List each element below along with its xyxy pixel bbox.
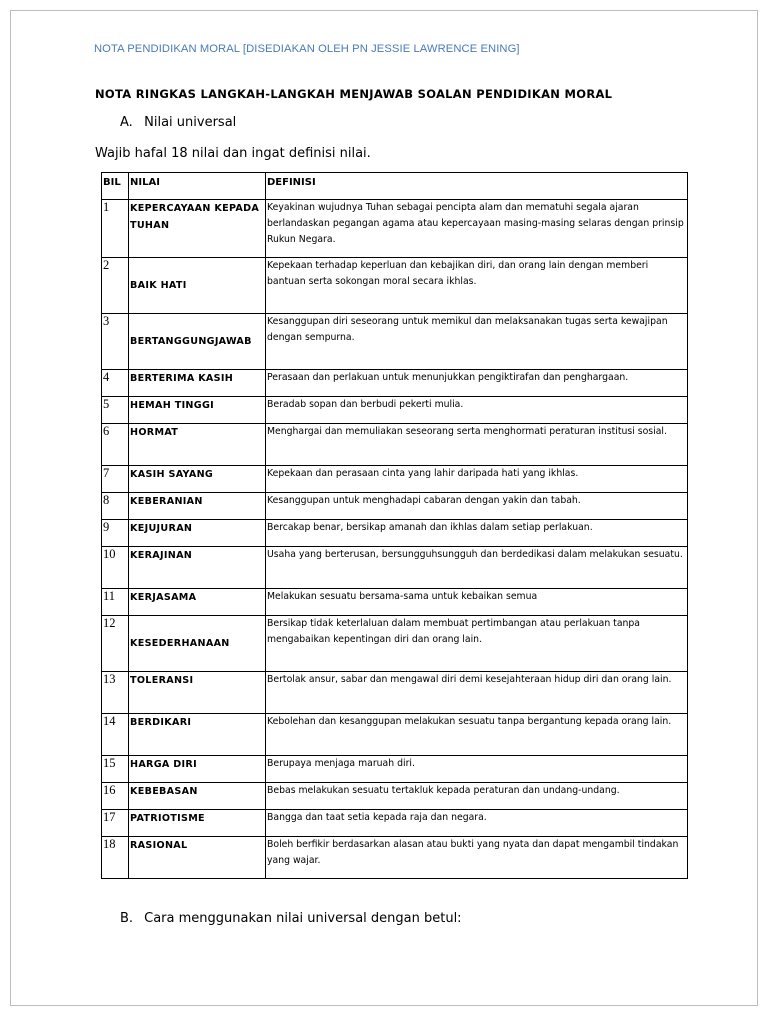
table-row	[102, 314, 688, 370]
row-nilai: HARGA DIRI	[129, 756, 266, 783]
row-definisi: Bercakap benar, bersikap amanah dan ikhlas dalam setiap perlakuan.	[266, 520, 688, 547]
row-nilai: BERTERIMA KASIH	[129, 370, 266, 397]
row-nilai: BAIK HATI	[129, 258, 266, 314]
row-definisi: Melakukan sesuatu bersama-sama untuk kebaikan semua	[266, 589, 688, 616]
section-b-letter: B.	[120, 911, 134, 926]
section-a-letter: A.	[120, 115, 133, 130]
row-bil: 10	[102, 547, 129, 589]
row-bil: 18	[102, 837, 129, 879]
header-definisi: DEFINISI	[266, 173, 688, 200]
row-definisi: Usaha yang berterusan, bersungguhsungguh dan berdedikasi dalam melakukan sesuatu.	[266, 547, 688, 589]
row-bil: 13	[102, 672, 129, 714]
row-bil: 3	[102, 314, 129, 370]
intro-text: Wajib hafal 18 nilai dan ingat definisi nilai.	[95, 146, 371, 161]
row-nilai: KEBEBASAN	[129, 783, 266, 810]
row-bil: 8	[102, 493, 129, 520]
row-definisi: Beradab sopan dan berbudi pekerti mulia.	[266, 397, 688, 424]
row-bil: 6	[102, 424, 129, 466]
row-definisi: Boleh berfikir berdasarkan alasan atau bukti yang nyata dan dapat mengambil tindakan yang wajar.	[266, 837, 688, 879]
row-bil: 15	[102, 756, 129, 783]
row-bil: 9	[102, 520, 129, 547]
table-row	[102, 837, 688, 879]
table-row	[102, 589, 688, 616]
section-b-heading	[120, 911, 462, 926]
table-row	[102, 547, 688, 589]
row-nilai: KESEDERHANAAN	[129, 616, 266, 672]
table-row	[102, 810, 688, 837]
table-row	[102, 200, 688, 258]
row-definisi: Berupaya menjaga maruah diri.	[266, 756, 688, 783]
row-bil: 16	[102, 783, 129, 810]
row-nilai: BERDIKARI	[129, 714, 266, 756]
header-bil: BIL	[102, 173, 129, 200]
row-nilai: HEMAH TINGGI	[129, 397, 266, 424]
row-nilai: KEBERANIAN	[129, 493, 266, 520]
table-row	[102, 493, 688, 520]
row-nilai: RASIONAL	[129, 837, 266, 879]
row-definisi: Menghargai dan memuliakan seseorang serta menghormati peraturan institusi sosial.	[266, 424, 688, 466]
row-bil: 2	[102, 258, 129, 314]
table-row	[102, 616, 688, 672]
header-nilai: NILAI	[129, 173, 266, 200]
row-nilai: KEPERCAYAAN KEPADA TUHAN	[129, 200, 266, 258]
row-definisi: Perasaan dan perlakuan untuk menunjukkan pengiktirafan dan penghargaan.	[266, 370, 688, 397]
row-nilai: KEJUJURAN	[129, 520, 266, 547]
row-bil: 7	[102, 466, 129, 493]
row-bil: 4	[102, 370, 129, 397]
row-definisi: Bersikap tidak keterlaluan dalam membuat pertimbangan atau perlakuan tanpa mengabaikan kepentingan diri dan orang lain.	[266, 616, 688, 672]
row-definisi: Kepekaan terhadap keperluan dan kebajikan diri, dan orang lain dengan memberi bantuan serta sokongan moral secara ikhlas.	[266, 258, 688, 314]
row-nilai: BERTANGGUNGJAWAB	[129, 314, 266, 370]
section-b-text: Cara menggunakan nilai universal dengan betul:	[144, 911, 462, 926]
row-definisi: Kebolehan dan kesanggupan melakukan sesuatu tanpa bergantung kepada orang lain.	[266, 714, 688, 756]
section-a-text: Nilai universal	[144, 115, 237, 130]
page-header: NOTA PENDIDIKAN MORAL [DISEDIAKAN OLEH PN JESSIE LAWRENCE ENING]	[94, 43, 520, 55]
table-row	[102, 672, 688, 714]
row-definisi: Bebas melakukan sesuatu tertakluk kepada peraturan dan undang-undang.	[266, 783, 688, 810]
row-nilai: KERJASAMA	[129, 589, 266, 616]
table-row	[102, 783, 688, 810]
table-row	[102, 756, 688, 783]
table-row	[102, 714, 688, 756]
row-bil: 14	[102, 714, 129, 756]
table-row	[102, 520, 688, 547]
row-bil: 12	[102, 616, 129, 672]
row-definisi: Bangga dan taat setia kepada raja dan negara.	[266, 810, 688, 837]
values-table	[101, 172, 688, 879]
row-bil: 1	[102, 200, 129, 258]
document-title: NOTA RINGKAS LANGKAH-LANGKAH MENJAWAB SOALAN PENDIDIKAN MORAL	[95, 87, 613, 101]
table-row	[102, 397, 688, 424]
row-nilai: KASIH SAYANG	[129, 466, 266, 493]
row-bil: 11	[102, 589, 129, 616]
row-definisi: Kesanggupan diri seseorang untuk memikul dan melaksanakan tugas serta kewajipan dengan sempurna.	[266, 314, 688, 370]
row-nilai: TOLERANSI	[129, 672, 266, 714]
row-nilai: HORMAT	[129, 424, 266, 466]
table-row	[102, 466, 688, 493]
row-definisi: Kepekaan dan perasaan cinta yang lahir daripada hati yang ikhlas.	[266, 466, 688, 493]
row-definisi: Keyakinan wujudnya Tuhan sebagai pencipta alam dan mematuhi segala ajaran berlandaskan pegangan agama atau kepercayaan masing-masing selaras dengan prinsip Rukun Negara.	[266, 200, 688, 258]
row-nilai: PATRIOTISME	[129, 810, 266, 837]
table-header-row	[102, 173, 688, 200]
row-bil: 5	[102, 397, 129, 424]
table-row	[102, 424, 688, 466]
table-row	[102, 370, 688, 397]
row-nilai: KERAJINAN	[129, 547, 266, 589]
table-row	[102, 258, 688, 314]
row-bil: 17	[102, 810, 129, 837]
row-definisi: Bertolak ansur, sabar dan mengawal diri demi kesejahteraan hidup diri dan orang lain.	[266, 672, 688, 714]
row-definisi: Kesanggupan untuk menghadapi cabaran dengan yakin dan tabah.	[266, 493, 688, 520]
section-a-heading	[120, 115, 236, 130]
